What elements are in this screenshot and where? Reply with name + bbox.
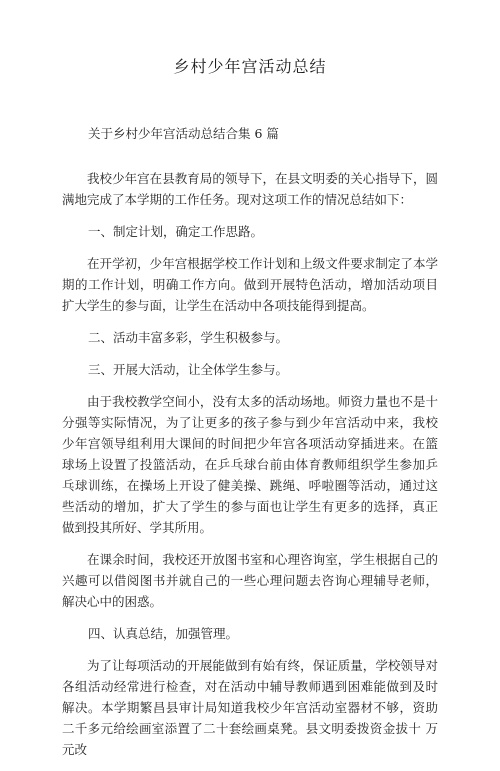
document-title: 乡村少年宫活动总结 bbox=[173, 57, 327, 76]
body-paragraph: 在开学初，少年宫根据学校工作计划和上级文件要求制定了本学期的工作计划，明确工作方向。做到开展特色活动，增加活动项目 扩大学生的参与面，让学生在活动中各项技能得到提高。 bbox=[62, 256, 438, 313]
body-paragraph: 为了让每项活动的开展能做到有始有终，保证质量，学校领导对各组活动经常进行检查，对在活动中辅导教师遇到困难能做到及时 解决。本学期繁昌县审计局知道我校少年宫活动室器材不够，资助 二千多元给绘画室添置了二十套绘画桌凳。县文明委拨资金拔十 万元改 bbox=[62, 658, 438, 757]
document-body bbox=[62, 168, 438, 771]
section-heading: 三、开展大活动，让全体学生参与。 bbox=[88, 362, 289, 377]
body-paragraph: 由于我校教学空间小，没有太多的活动场地。师资力量也不是十分强等实际情况，为了让更多的孩子参与到少年宫活动中来，我校 少年宫领导组利用大课间的时间把少年宫各项活动穿插进来。在篮 球场上设置了投篮活动，在乒乓球台前由体育教师组织学生参加乒 乓球训练，在操场上开设了健美操、跳绳、呼啦圈等活动，通过这 些活动的增加，扩大了学生的参与面也让学生有更多的选择，真正 做到投其所好、学其所用。 bbox=[62, 394, 438, 535]
section-heading: 一、制定计划，确定工作思路。 bbox=[88, 224, 264, 239]
body-paragraph: 在课余时间，我校还开放图书室和心理咨询室，学生根据自己的兴趣可以借阅图书并就自己的一些心理问题去咨询心理辅导老师， 解决心中的困惑。 bbox=[62, 552, 438, 609]
section-heading: 二、活动丰富多彩，学生积极参与。 bbox=[88, 330, 289, 345]
body-paragraph: 我校少年宫在县教育局的领导下，在县文明委的关心指导下，圆满地完成了本学期的工作任务。现对这项工作的情况总结如下： bbox=[62, 171, 438, 207]
document-subtitle: 关于乡村少年宫活动总结合集 6 篇 bbox=[88, 126, 279, 141]
section-heading: 四、认真总结，加强管理。 bbox=[88, 626, 239, 641]
